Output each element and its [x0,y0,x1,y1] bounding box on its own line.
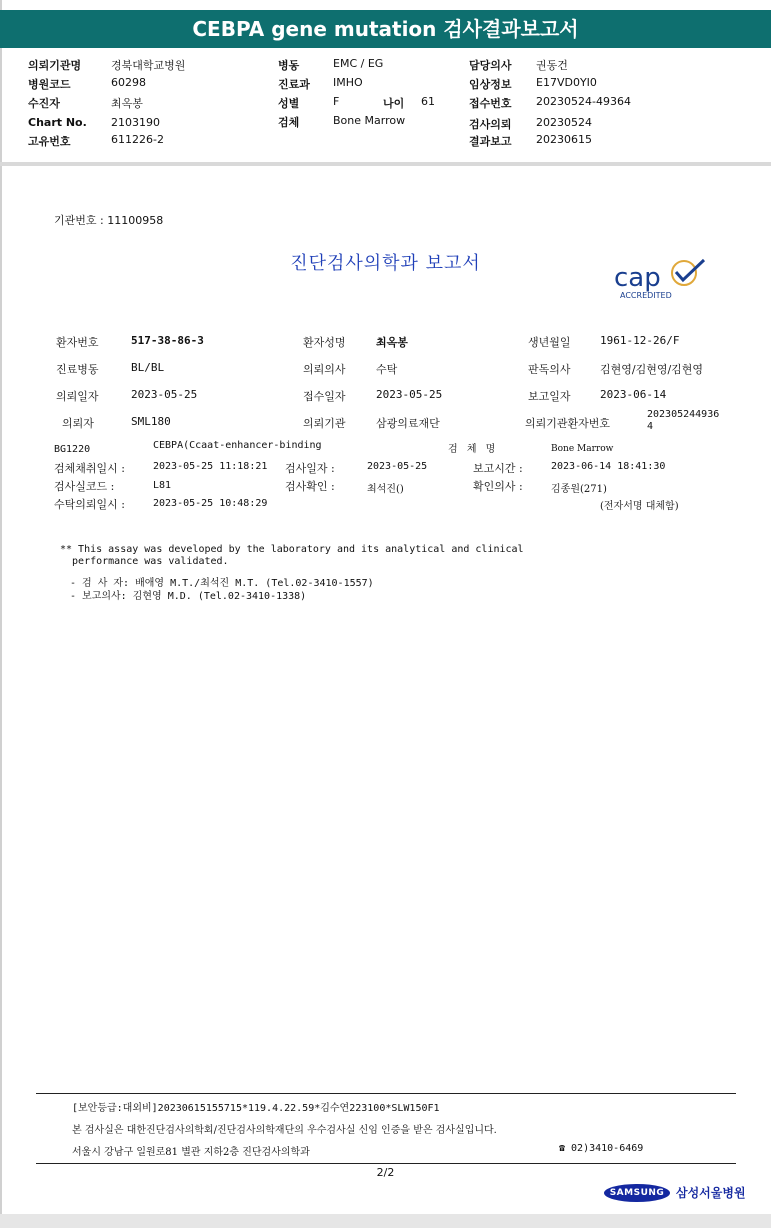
patient-value: 2023-06-14 [600,388,667,401]
header-value: IMHO [333,76,363,89]
patient-name: 최옥봉 [376,336,408,349]
patient-value-tail: 4 [647,421,654,432]
patient-label: 의뢰자 [62,417,94,430]
header-value: 61 [421,95,435,108]
patient-label: 접수일자 [303,390,346,403]
detail-label: 검사일자 : [285,462,335,475]
bottom-band [0,1214,771,1228]
header-label: Chart No. [28,116,87,129]
header-label: 나이 [383,97,405,110]
detail-label: 확인의사 : [473,480,523,493]
patient-value: 김현영/김현영/김현영 [600,363,704,376]
patient-value: 수탁 [376,363,398,376]
header-label: 고유번호 [28,135,71,148]
patient-value: BL/BL [131,361,165,374]
patient-label: 환자번호 [56,336,99,349]
patient-label: 보고일자 [528,390,571,403]
test-name: CEBPA(Ccaat-enhancer-binding [153,440,322,451]
patient-value: 삼광의료재단 [376,417,440,430]
header-label: 병원코드 [28,78,71,91]
patient-label: 판독의사 [528,363,571,376]
detail-value: 최석진() [367,484,404,495]
header-label: 수진자 [28,97,60,110]
footer-box [36,1093,736,1164]
patient-label: 의뢰의사 [303,363,346,376]
security-line: [보안등급:대외비]20230615155715*119.4.22.59*김수연223100*SLW150F1 [72,1103,440,1114]
detail-value: L81 [153,480,172,491]
birth-date: 1961-12-26/F [600,334,680,347]
header-value: 최옥봉 [111,97,143,110]
detail-value: 2023-06-14 18:41:30 [551,461,666,472]
detail-label: 수탁의뢰일시 : [54,498,125,511]
patient-label: 환자성명 [303,336,346,349]
header-label: 검체 [278,116,300,129]
detail-label: 검사확인 : [285,480,335,493]
header-divider [0,162,771,166]
patient-value: 2023-05-25 [131,388,198,401]
header-value: EMC / EG [333,57,384,70]
samsung-badge: SAMSUNG [604,1184,670,1202]
phone-line: ☎ 02)3410-6469 [559,1143,644,1154]
header-label: 의뢰기관명 [28,59,82,72]
patient-label: 의뢰기관 [303,417,346,430]
report-title: 진단검사의학과 보고서 [290,253,481,274]
staff-tester: - 검 사 자: 배애영 M.T./최석진 M.T. (Tel.02-3410-1557) [70,578,374,589]
detail-label: 보고시간 : [473,462,523,475]
header-label: 임상정보 [469,78,512,91]
e-signature-note: (전자서명 대체함) [600,501,679,512]
patient-label: 의뢰기관환자번호 [525,417,611,430]
header-label: 검사의뢰 [469,118,512,131]
report-header-title: CEBPA gene mutation 검사결과보고서 [0,10,771,48]
header-value: 611226-2 [111,133,164,146]
detail-label: 검체채취일시 : [54,462,125,475]
header-label: 담당의사 [469,59,512,72]
patient-value: 202305244936 [647,409,720,420]
institution-number [54,212,163,228]
detail-value: 김종원(271) [551,484,607,495]
header-value: 20230524-49364 [536,95,631,108]
patient-value: 2023-05-25 [376,388,443,401]
patient-label: 진료병동 [56,363,99,376]
institution-number-label: 기관번호 : [54,214,104,227]
header-label: 접수번호 [469,97,512,110]
header-value: 60298 [111,76,146,89]
detail-value: 2023-05-25 11:18:21 [153,461,268,472]
header-value: 20230524 [536,116,592,129]
page-number: 2/2 [376,1166,395,1179]
patient-value: SML180 [131,415,171,428]
header-label: 진료과 [278,78,310,91]
certification-line: 본 검사실은 대한진단검사의학회/진단검사의학재단의 우수검사실 신임 인증을 받은 검사실입니다. [72,1125,497,1136]
assay-note-line1: ** This assay was developed by the laboratory and its analytical and clinical [60,544,524,555]
header-label: 성별 [278,97,300,110]
header-label: 병동 [278,59,300,72]
header-value: 경북대학교병원 [111,59,186,72]
patient-label: 생년월일 [528,336,571,349]
assay-note-line2: performance was validated. [60,556,229,567]
cap-text: cap [614,263,661,293]
header-label: 결과보고 [469,135,512,148]
cap-accredited-logo [612,256,710,302]
hospital-name: 삼성서울병원 [676,1186,746,1200]
staff-reporting-doctor: - 보고의사: 김현영 M.D. (Tel.02-3410-1338) [70,591,307,602]
detail-label: 검사실코드 : [54,480,115,493]
detail-value: 2023-05-25 10:48:29 [153,498,268,509]
test-code: BG1220 [54,444,91,455]
specimen-label: 검 체 명 [448,444,499,455]
detail-value: 2023-05-25 [367,461,428,472]
specimen-value: Bone Marrow [551,444,614,454]
header-value: 2103190 [111,116,160,129]
header-value: E17VD0YI0 [536,76,597,89]
header-value: 권동건 [536,59,568,72]
cap-accredited-text: ACCREDITED [620,291,672,300]
patient-number: 517-38-86-3 [131,334,204,347]
header-value: 20230615 [536,133,592,146]
patient-label: 의뢰일자 [56,390,99,403]
institution-number-value: 11100958 [107,214,164,227]
address-line: 서울시 강남구 일원로81 별관 지하2층 진단검사의학과 [72,1147,310,1158]
header-value: Bone Marrow [333,114,406,127]
header-value: F [333,95,340,108]
